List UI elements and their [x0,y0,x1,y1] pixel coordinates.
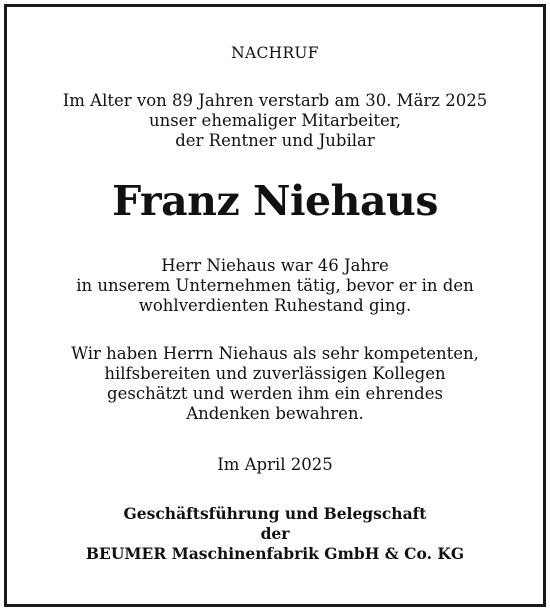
company-name: BEUMER Maschinenfabrik GmbH & Co. KG [85,544,465,563]
tribute-line: Wir haben Herrn Niehaus als sehr kompetenten, [71,344,479,363]
signature-line: Geschäftsführung und Belegschaft [123,504,427,523]
career-line: wohlverdienten Ruhestand ging. [138,296,412,315]
career-paragraph [0,256,550,316]
tribute-line: hilfsbereiten und zuverlässigen Kollegen [104,364,446,383]
tribute-line: geschätzt und werden ihm ein ehrendes [107,384,443,403]
career-line: Herr Niehaus war 46 Jahre [161,256,389,275]
tribute-line: Andenken bewahren. [186,404,364,423]
career-line: in unserem Unternehmen tätig, bevor er in den [76,276,474,295]
intro-line: unser ehemaliger Mitarbeiter, [148,111,402,130]
intro-text [0,91,550,151]
tribute-paragraph [0,344,550,424]
intro-line: Im Alter von 89 Jahren verstarb am 30. März 2025 [62,91,488,110]
signature-line: der [260,524,290,543]
intro-line: der Rentner und Jubilar [175,131,375,150]
deceased-name: Franz Niehaus [112,177,438,225]
signature-block [0,504,550,564]
notice-date: Im April 2025 [217,455,333,474]
notice-heading: NACHRUF [231,44,319,62]
